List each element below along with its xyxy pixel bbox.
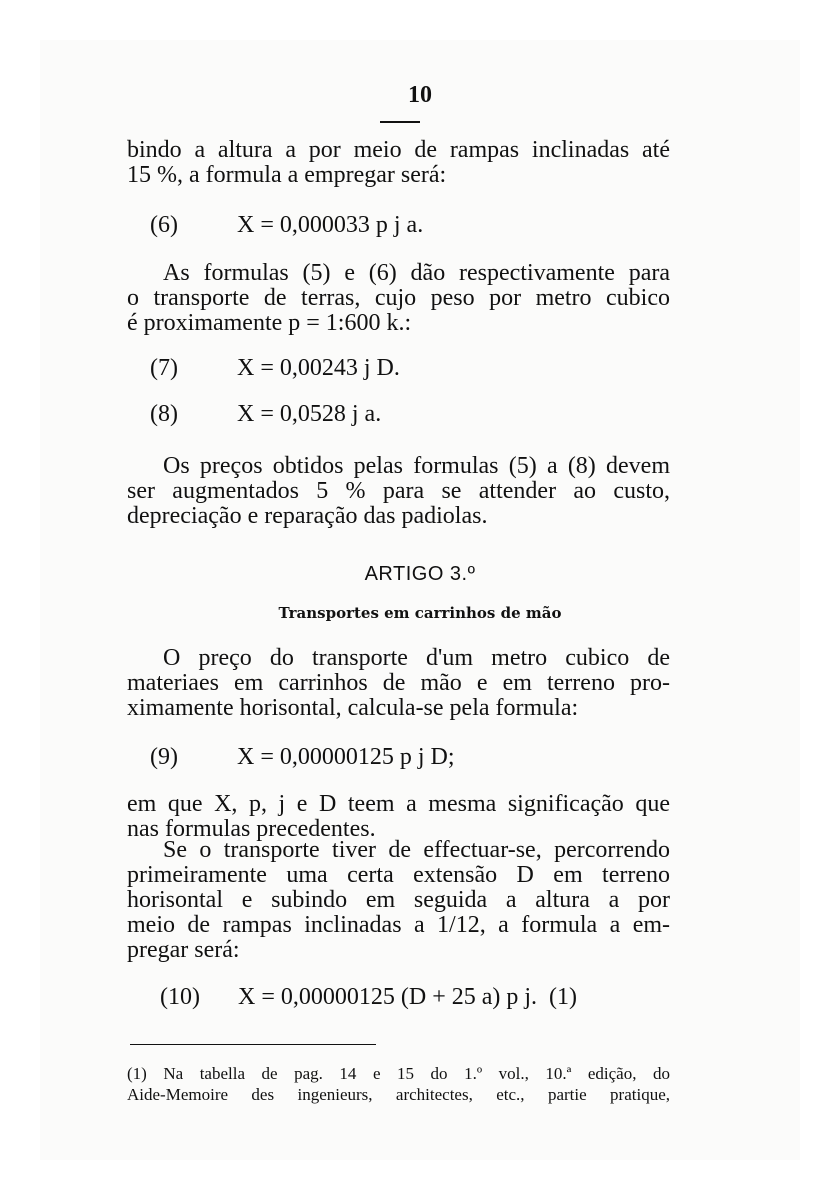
- paragraph-line: ximamente horisontal, calcula-se pela formula:: [127, 695, 579, 721]
- paragraph-line: primeiramente uma certa extensão D em terreno: [127, 862, 670, 888]
- footnote-line: Aide-Memoire des ingenieurs, architectes, etc., partie pratique,: [127, 1085, 670, 1104]
- paragraph-wheelbarrow-price: [127, 646, 670, 721]
- formula-expression: X = 0,00000125 (D + 25 a) p j.: [238, 984, 538, 1010]
- paragraph-line: As formulas (5) e (6) dão respectivamente para: [163, 260, 670, 286]
- paragraph-line: Se o transporte tiver de effectuar-se, percorrendo: [163, 837, 670, 863]
- paragraph-line: Os preços obtidos pelas formulas (5) a (8) devem: [163, 453, 670, 479]
- page-number: 10: [408, 82, 432, 108]
- footnote-line: (1) Na tabella de pag. 14 e 15 do 1.º vol., 10.ª edição, do: [127, 1064, 670, 1083]
- formula-8: [150, 400, 381, 428]
- paragraph-line: ser augmentados 5 % para se attender ao custo,: [127, 478, 670, 504]
- paragraph-line: nas formulas precedentes.: [127, 816, 376, 842]
- paragraph-formulas-5-6: [127, 261, 670, 336]
- formula-expression: X = 0,0528 j a.: [237, 401, 382, 427]
- footnote: [127, 1063, 670, 1105]
- formula-number: (8): [150, 401, 178, 427]
- paragraph-line: 15 %, a formula a empregar será:: [127, 162, 447, 188]
- paragraph-line: é proximamente p = 1:600 k.:: [127, 310, 412, 336]
- formula-number: (10): [160, 984, 200, 1010]
- formula-6: [150, 211, 423, 239]
- section-heading: ARTIGO 3.º: [364, 563, 476, 585]
- footnote-rule: [130, 1044, 376, 1045]
- paragraph-continuation: [127, 138, 670, 188]
- paragraph-line: O preço do transporte d'um metro cubico de: [163, 645, 670, 671]
- paragraph-line: meio de rampas inclinadas a 1/12, a formula a em-: [127, 912, 670, 938]
- formula-expression: X = 0,00243 j D.: [237, 355, 400, 381]
- paragraph-line: pregar será:: [127, 937, 240, 963]
- paragraph-prices: [127, 454, 670, 529]
- formula-number: (9): [150, 744, 178, 770]
- formula-10: [160, 983, 577, 1011]
- paragraph-same-meaning: [127, 792, 670, 842]
- footnote-reference[interactable]: (1): [549, 984, 578, 1010]
- paragraph-line: em que X, p, j e D teem a mesma significação que: [127, 791, 670, 817]
- section-subheading: Transportes em carrinhos de mão: [278, 604, 562, 622]
- paragraph-line: materiaes em carrinhos de mão e em terreno pro-: [127, 670, 670, 696]
- paragraph-line: depreciação e reparação das padiolas.: [127, 503, 488, 529]
- paragraph-line: o transporte de terras, cujo peso por metro cubico: [127, 285, 670, 311]
- header-rule: [380, 121, 420, 123]
- formula-expression: X = 0,00000125 p j D;: [237, 744, 455, 770]
- formula-number: (7): [150, 355, 178, 381]
- paragraph-ramp-case: [127, 838, 670, 963]
- formula-9: [150, 743, 455, 771]
- formula-number: (6): [150, 212, 178, 238]
- formula-7: [150, 354, 400, 382]
- paragraph-line: bindo a altura a por meio de rampas inclinadas até: [127, 137, 670, 163]
- formula-expression: X = 0,000033 p j a.: [237, 212, 424, 238]
- paragraph-line: horisontal e subindo em seguida a altura a por: [127, 887, 670, 913]
